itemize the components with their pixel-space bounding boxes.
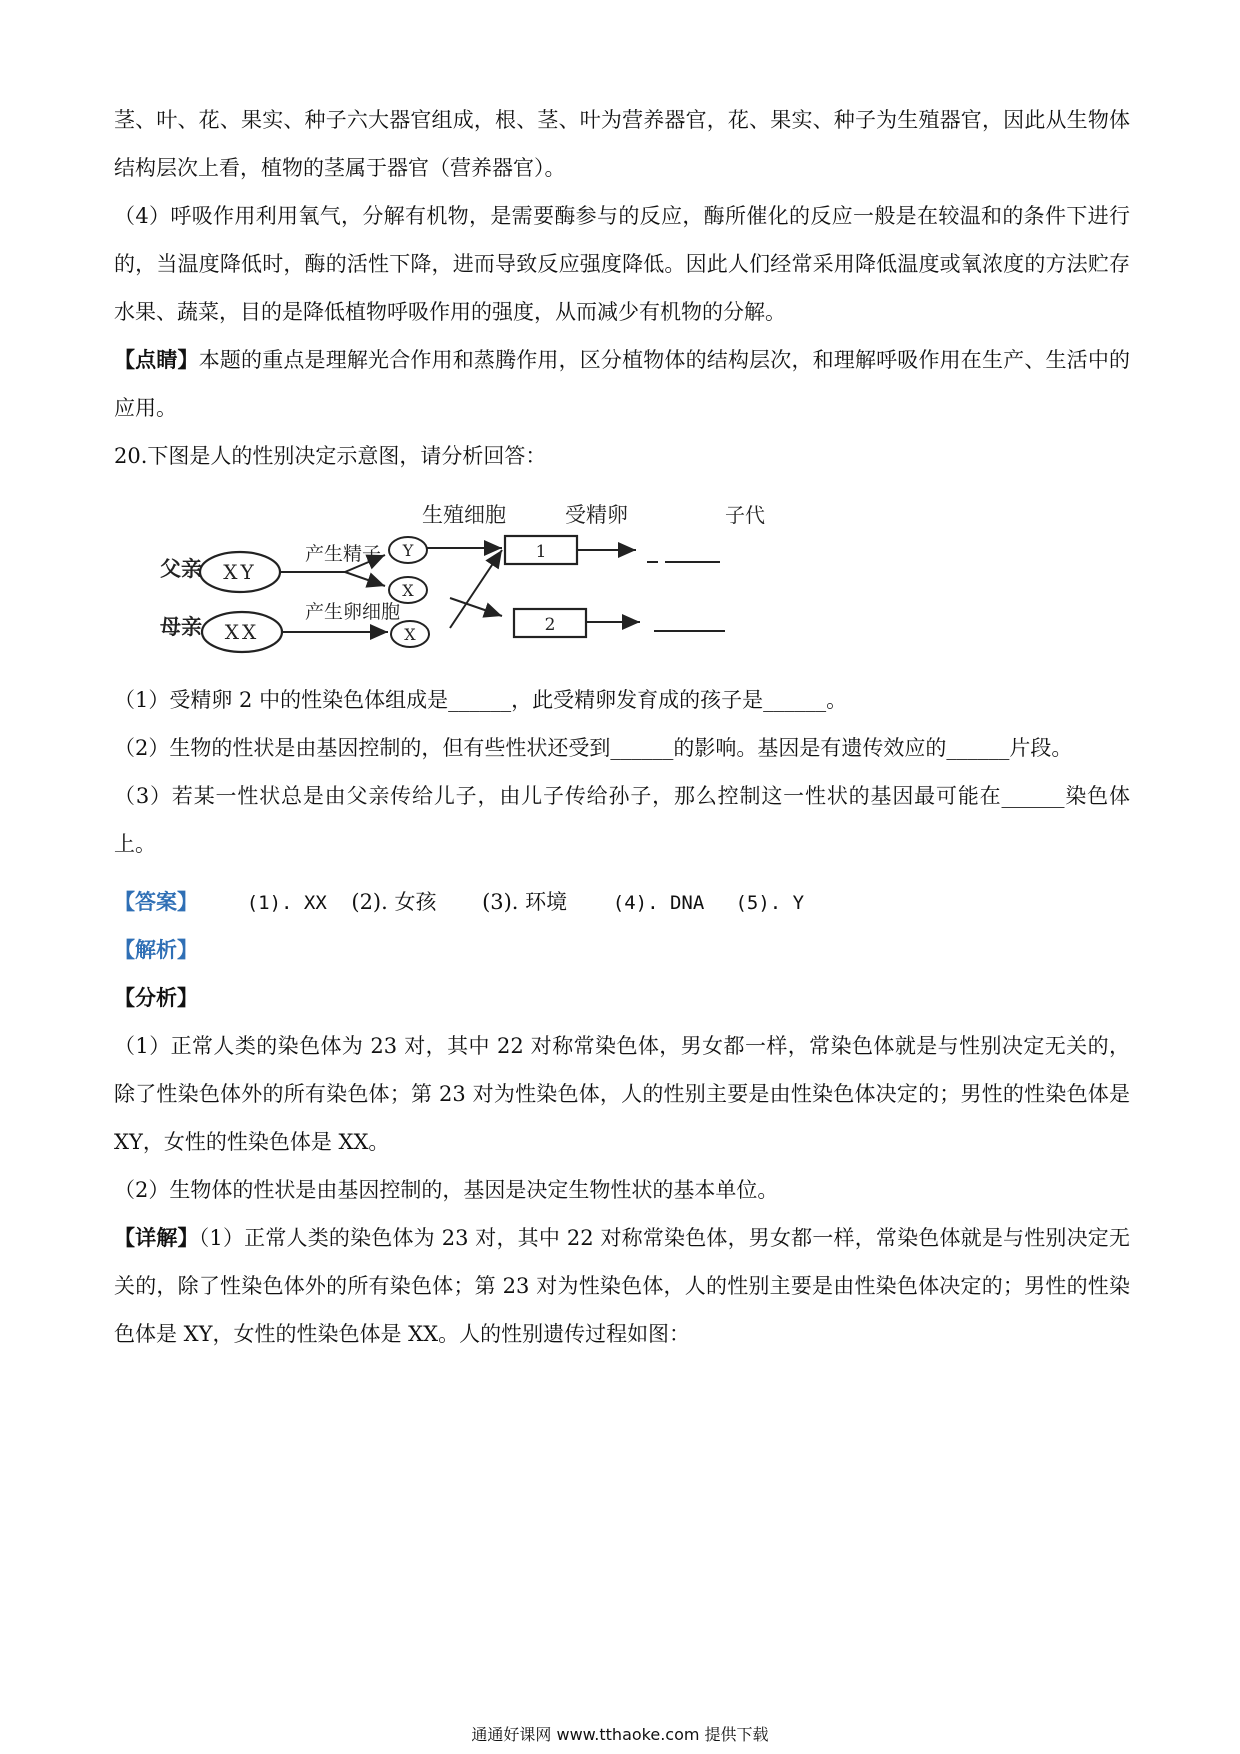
dianjing-label: 【点睛】 bbox=[114, 347, 199, 372]
answer-line bbox=[114, 878, 804, 926]
detail-label: 【详解】 bbox=[114, 1225, 199, 1250]
answer-item-2: (2). 女孩 bbox=[351, 890, 437, 914]
header-zygote: 受精卵 bbox=[565, 503, 628, 527]
page-footer: 通通好课网 www.tthaoke.com 提供下载 bbox=[471, 1725, 769, 1744]
father-label: 父亲 bbox=[160, 556, 202, 581]
zygote-2-label: 2 bbox=[544, 615, 556, 635]
text-paragraph-respiration: （4）呼吸作用利用氧气，分解有机物，是需要酶参与的反应，酶所催化的反应一般是在较温和的条件下进行的，当温度降低时，酶的活性下降，进而导致反应强度降低。因此人们经常采用降低温度或氧浓度的方法贮存水果、蔬菜，目的是降低植物呼吸作用的强度，从而减少有机物的分解。 bbox=[114, 204, 1130, 324]
answer-item-3: (3). 环境 bbox=[482, 890, 568, 914]
detail-paragraph bbox=[114, 1214, 1130, 1358]
answer-label: 【答案】 bbox=[114, 889, 198, 914]
sperm-x-label: X bbox=[402, 581, 414, 600]
answer-item-4: (4). DNA bbox=[612, 892, 705, 914]
jiexi-label: 【解析】 bbox=[114, 937, 198, 962]
text-paragraph-dianjing bbox=[114, 336, 1130, 432]
dianjing-text: 本题的重点是理解光合作用和蒸腾作用，区分植物体的结构层次，和理解呼吸作用在生产、生活中的应用。 bbox=[114, 348, 1131, 420]
sex-determination-diagram bbox=[160, 498, 840, 666]
zygote-1-label: 1 bbox=[535, 542, 547, 562]
answer-item-1: (1). XX bbox=[246, 892, 327, 914]
produce-egg-label: 产生卵细胞 bbox=[305, 601, 401, 623]
header-germ-cells: 生殖细胞 bbox=[422, 503, 506, 527]
question-20-part-1: （1）受精卵 2 中的性染色体组成是______，此受精卵发育成的孩子是______。 bbox=[114, 688, 848, 712]
fenxi-label: 【分析】 bbox=[114, 985, 198, 1010]
header-offspring: 子代 bbox=[725, 503, 765, 527]
produce-sperm-label: 产生精子 bbox=[305, 543, 382, 565]
analysis-point-2: （2）生物体的性状是由基因控制的，基因是决定生物性状的基本单位。 bbox=[114, 1178, 779, 1202]
mother-genotype: XX bbox=[224, 620, 260, 644]
father-genotype: XY bbox=[223, 560, 257, 584]
answer-item-5: (5). Y bbox=[735, 892, 805, 914]
question-20-part-2: （2）生物的性状是由基因控制的，但有些性状还受到______的影响。基因是有遗传效应的______片段。 bbox=[114, 736, 1073, 760]
detail-text: （1）正常人类的染色体为 23 对，其中 22 对称常染色体，男女都一样，常染色体就是与性别决定无关的，除了性染色体外的所有染色体；第 23 对为性染色体，人的性别主要是由性染色体决定的；男性的性染色体是 XY，女性的性染色体是 XX。人的性别遗传过程如图： bbox=[114, 1226, 1130, 1346]
sperm-y-label: Y bbox=[402, 541, 414, 560]
analysis-point-1: （1）正常人类的染色体为 23 对，其中 22 对称常染色体，男女都一样，常染色体就是与性别决定无关的，除了性染色体外的所有染色体；第 23 对为性染色体，人的性别主要是由性染色体决定的；男性的性染色体是 XY，女性的性染色体是 XX。 bbox=[114, 1034, 1130, 1154]
question-20-title: 20.下图是人的性别决定示意图，请分析回答： bbox=[114, 444, 547, 468]
egg-x-label: X bbox=[404, 625, 416, 644]
mother-label: 母亲 bbox=[160, 614, 202, 639]
text-paragraph-organs: 茎、叶、花、果实、种子六大器官组成，根、茎、叶为营养器官，花、果实、种子为生殖器官，因此从生物体结构层次上看，植物的茎属于器官（营养器官）。 bbox=[114, 108, 1130, 180]
question-20-part-3: （3）若某一性状总是由父亲传给儿子，由儿子传给孙子，那么控制这一性状的基因最可能在______染色体上。 bbox=[114, 784, 1130, 856]
